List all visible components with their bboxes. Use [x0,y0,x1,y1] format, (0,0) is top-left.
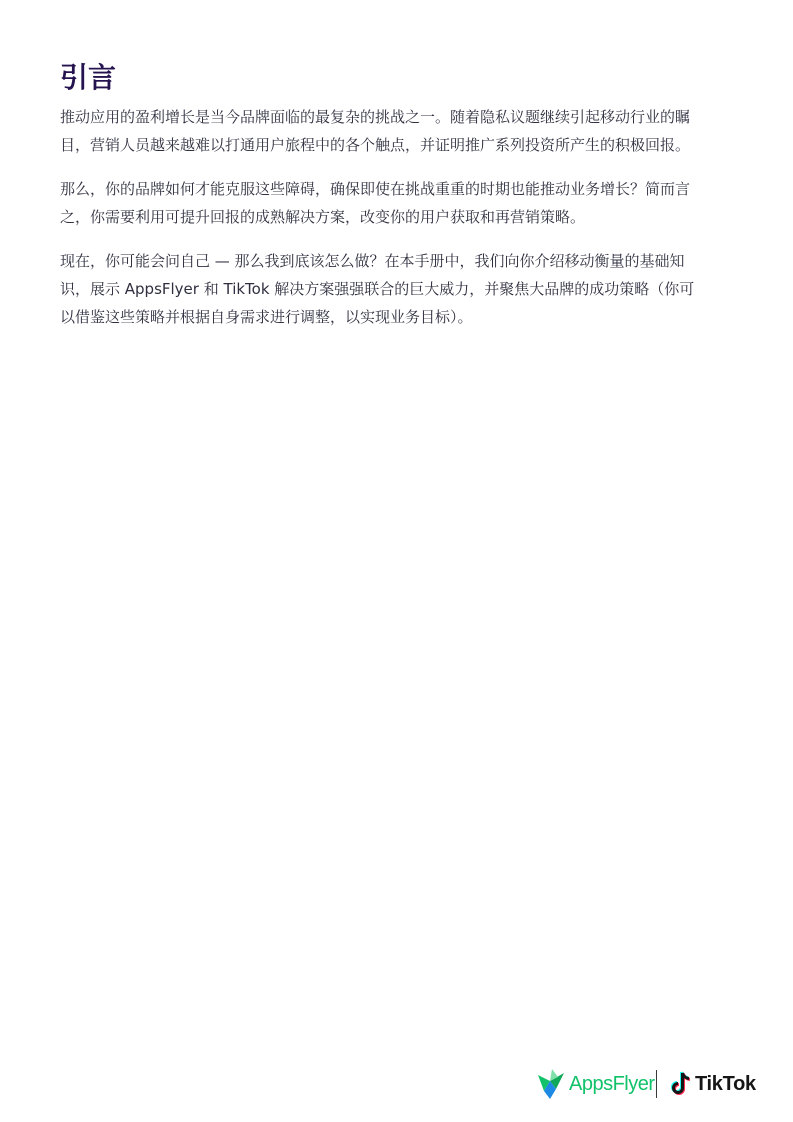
tiktok-note-icon [670,1071,692,1097]
appsflyer-wordmark: AppsFlyer [569,1072,655,1095]
appsflyer-logo [536,1066,655,1102]
tiktok-wordmark: TikTok [695,1072,756,1095]
intro-body [60,103,700,347]
intro-paragraph-1: 推动应用的盈利增长是当今品牌面临的最复杂的挑战之一。随着隐私议题继续引起移动行业的瞩目，营销人员越来越难以打通用户旅程中的各个触点，并证明推广系列投资所产生的积极回报。 [60,108,691,154]
intro-paragraph-2: 那么，你的品牌如何才能克服这些障碍，确保即使在挑战重重的时期也能推动业务增长？简而言之，你需要利用可提升回报的成熟解决方案，改变你的用户获取和再营销策略。 [60,180,691,226]
logo-divider [656,1070,657,1098]
page-title: 引言 [60,61,117,94]
appsflyer-logo-icon [536,1067,568,1101]
intro-paragraph-3: 现在，你可能会问自己 — 那么我到底该怎么做？在本手册中，我们向你介绍移动衡量的基础知识，展示 AppsFlyer 和 TikTok 解决方案强强联合的巨大威力，并聚焦大品牌的成功策略（你可以借鉴这些策略并根据自身需求进行调整，以实现业务目标）。 [60,252,695,326]
footer-logos [536,1064,758,1104]
tiktok-logo [670,1068,756,1100]
